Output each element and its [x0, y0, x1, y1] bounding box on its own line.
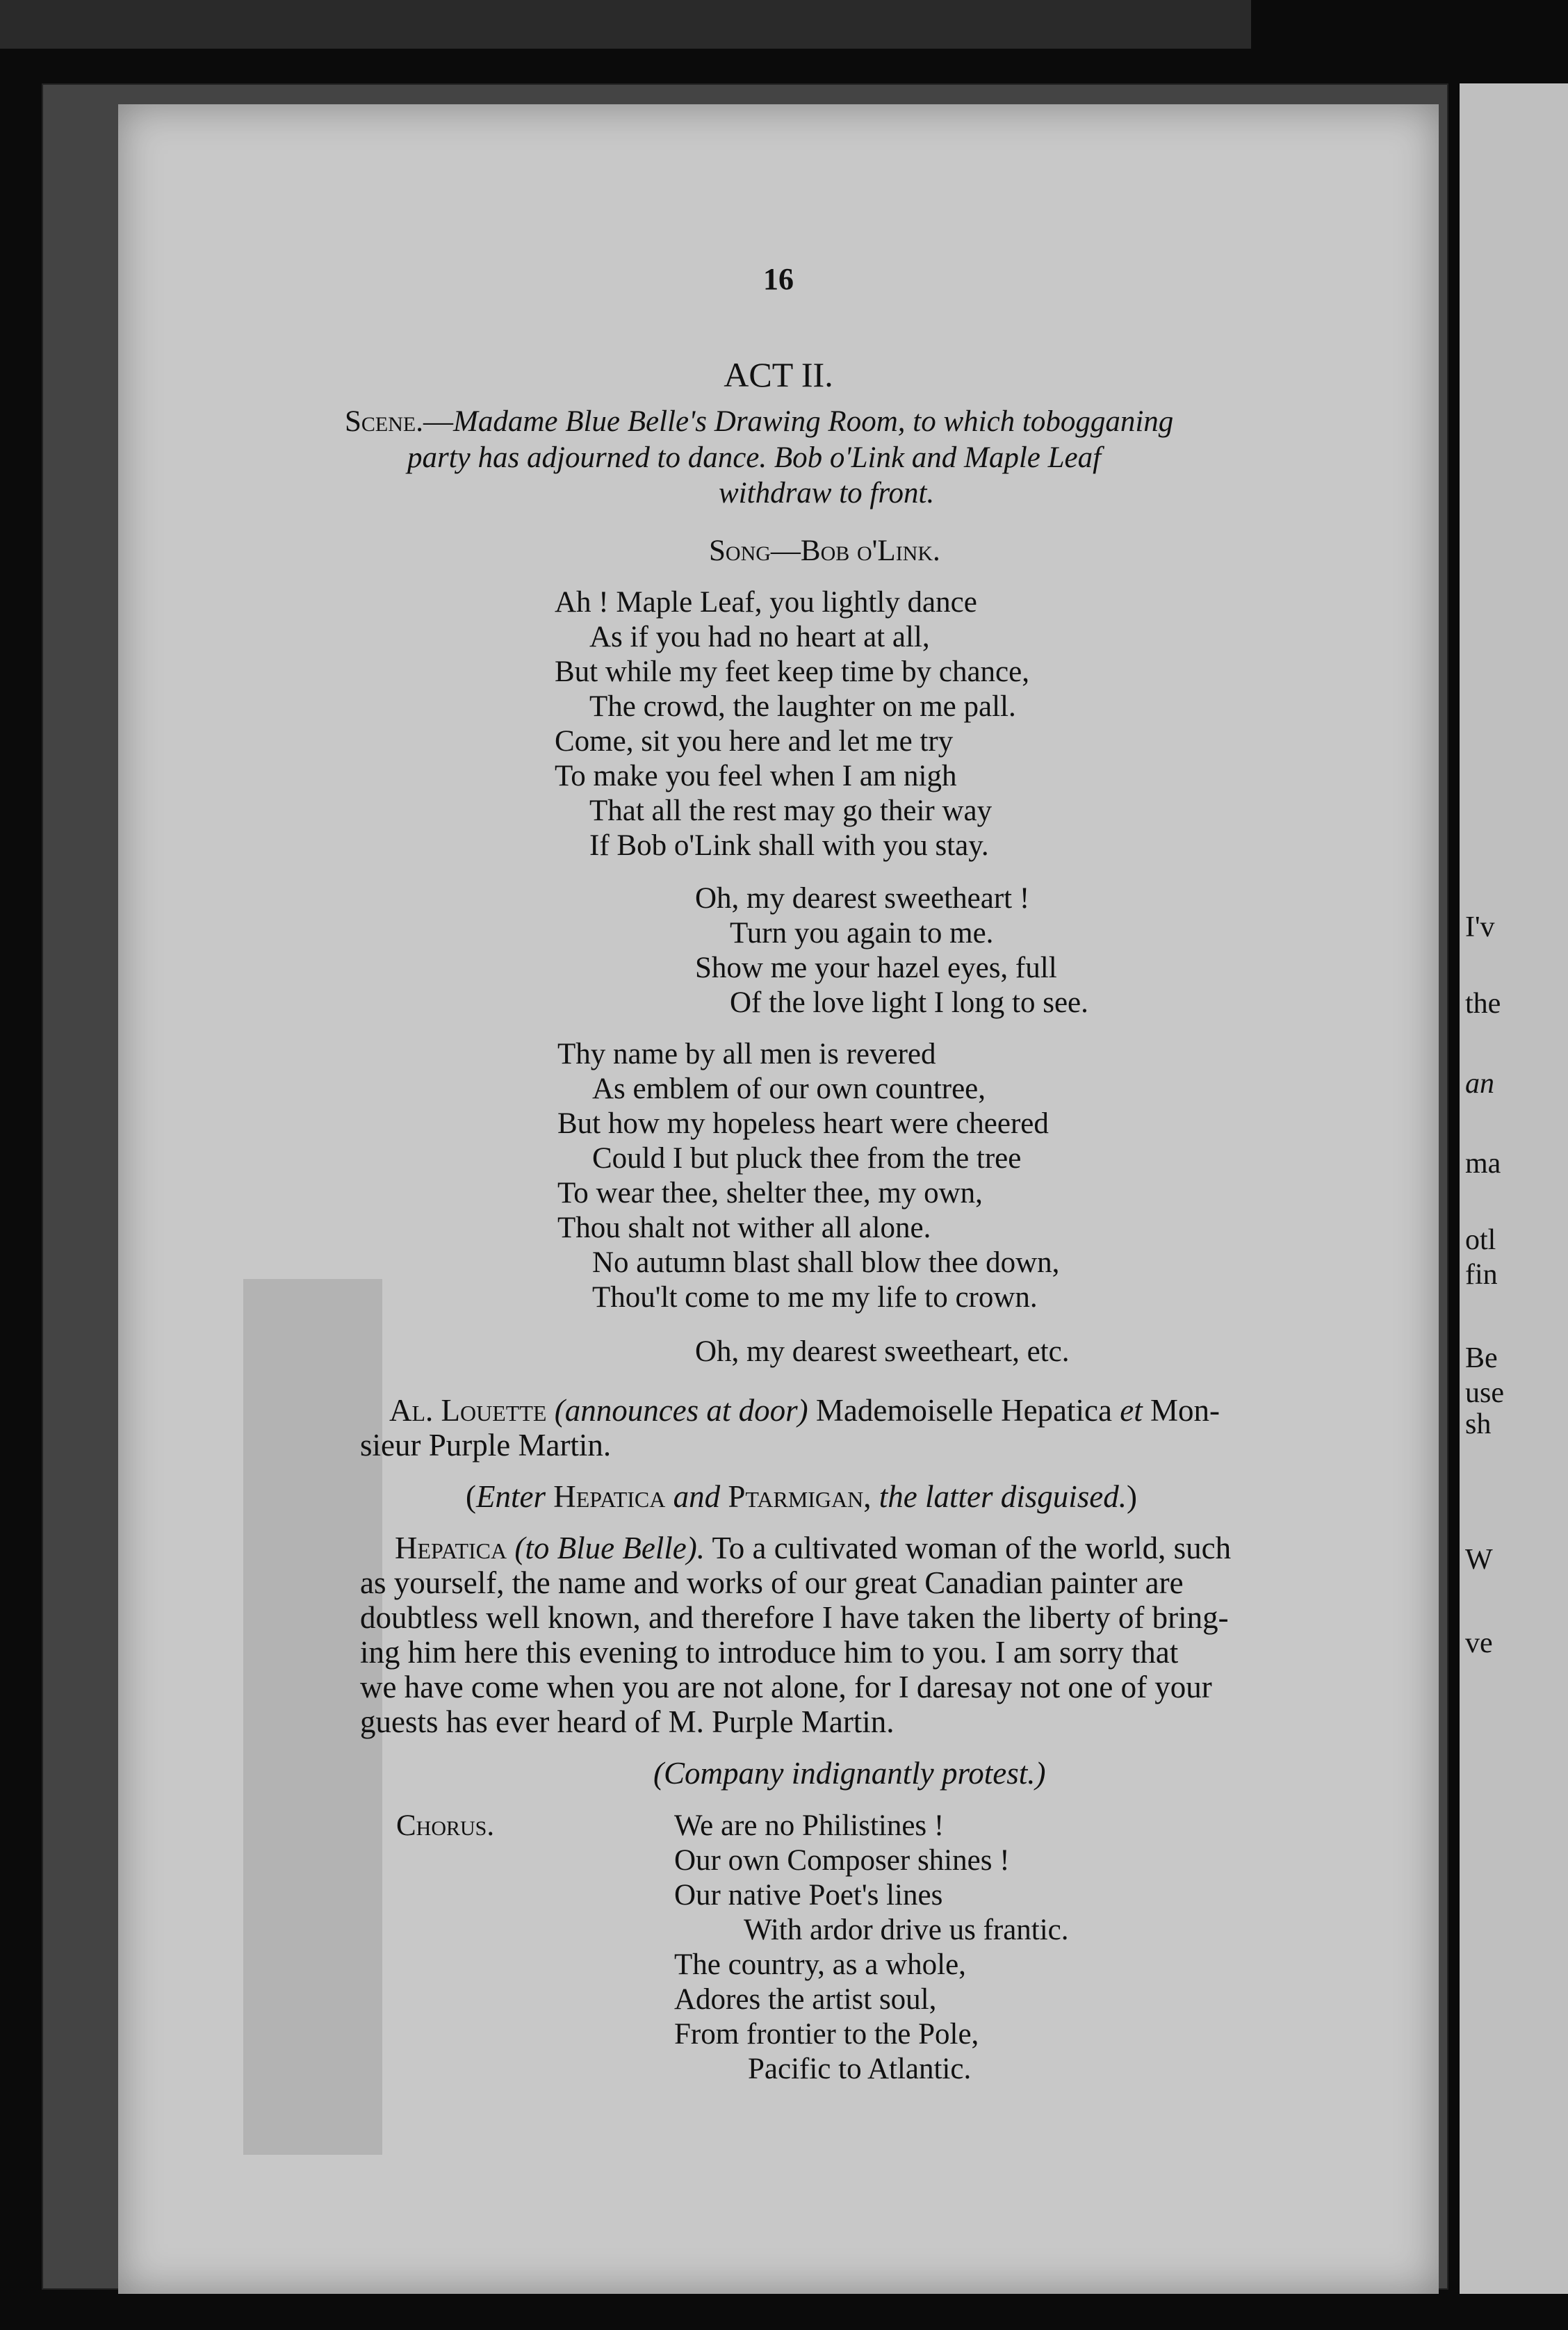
- announce-line-1: [389, 1393, 1220, 1428]
- chorus-line: From frontier to the Pole,: [674, 2018, 979, 2051]
- act-title: ACT II.: [724, 355, 833, 394]
- verse-line: Thou shalt not wither all alone.: [557, 1212, 931, 1244]
- verse-line: If Bob o'Link shall with you stay.: [589, 829, 989, 862]
- company-direction: (Company indignantly protest.): [653, 1756, 1046, 1791]
- scene-line-2: party has adjourned to dance. Bob o'Link and Maple Leaf: [407, 441, 1102, 474]
- facing-fragment: I'v: [1465, 911, 1495, 943]
- announce-text: Mademoiselle Hepatica: [815, 1393, 1112, 1428]
- direction-word: and: [673, 1479, 721, 1514]
- enter-direction: [466, 1479, 1137, 1514]
- direction-word: the latter disguised.: [879, 1479, 1127, 1514]
- chorus-line: Adores the artist soul,: [674, 1983, 937, 2016]
- scene-label: Scene.—: [345, 405, 453, 438]
- page-content: [118, 104, 1439, 2294]
- scene-text: Madame Blue Belle's Drawing Room, to which tobogganing: [453, 405, 1174, 438]
- character-name: Ptarmigan,: [728, 1479, 872, 1514]
- chorus-line: We are no Philistines !: [674, 1809, 945, 1842]
- announce-line-2: sieur Purple Martin.: [360, 1428, 612, 1463]
- speech-line: as yourself, the name and works of our great Canadian painter are: [360, 1565, 1184, 1600]
- character-name: Hepatica: [553, 1479, 666, 1514]
- facing-fragment: the: [1465, 988, 1501, 1020]
- speech-line: we have come when you are not alone, for I daresay not one of your: [360, 1670, 1212, 1704]
- book-page: [118, 104, 1439, 2294]
- verse-line: Come, sit you here and let me try: [555, 725, 954, 758]
- chorus-label: Chorus.: [396, 1809, 495, 1842]
- verse-line: No autumn blast shall blow thee down,: [592, 1246, 1060, 1279]
- verse-line: Thou'lt come to me my life to crown.: [592, 1281, 1038, 1314]
- speech-text: To a cultivated woman of the world, such: [712, 1531, 1232, 1565]
- facing-fragment: Be: [1465, 1342, 1498, 1374]
- verse-line: But while my feet keep time by chance,: [555, 655, 1029, 688]
- verse-line: That all the rest may go their way: [589, 795, 993, 827]
- refrain-etc: Oh, my dearest sweetheart, etc.: [695, 1335, 1070, 1368]
- scene-line-1: [345, 405, 1173, 439]
- chorus-line: Pacific to Atlantic.: [748, 2053, 972, 2085]
- announce-et: et: [1120, 1393, 1143, 1428]
- chorus-line: The country, as a whole,: [674, 1948, 966, 1981]
- facing-fragment: W: [1465, 1544, 1493, 1576]
- verse-line: Ah ! Maple Leaf, you lightly dance: [555, 586, 977, 619]
- facing-fragment: ma: [1465, 1148, 1501, 1180]
- speech-line: guests has ever heard of M. Purple Martin.: [360, 1704, 895, 1739]
- stage-direction: (announces at door): [554, 1393, 808, 1428]
- announce-text: Mon-: [1150, 1393, 1220, 1428]
- verse-line: But how my hopeless heart were cheered: [557, 1107, 1049, 1140]
- speech-line: doubtless well known, and therefore I have taken the liberty of bring-: [360, 1600, 1229, 1635]
- speaker-name: Hepatica: [395, 1531, 507, 1565]
- facing-fragment: fin: [1465, 1259, 1498, 1291]
- scan-top-strip: [0, 0, 1251, 49]
- verse-line: Could I but pluck thee from the tree: [592, 1142, 1022, 1175]
- speech-line-1: [395, 1531, 1231, 1565]
- refrain-line: Turn you again to me.: [730, 917, 994, 950]
- chorus-line: With ardor drive us frantic.: [744, 1914, 1069, 1946]
- verse-line: As emblem of our own countree,: [592, 1073, 986, 1105]
- facing-fragment: sh: [1465, 1408, 1492, 1440]
- song-heading: Song—Bob o'Link.: [709, 535, 940, 567]
- paren: ): [1127, 1479, 1137, 1514]
- speech-line: ing him here this evening to introduce him to you. I am sorry that: [360, 1635, 1179, 1670]
- page-number: 16: [763, 262, 794, 296]
- verse-line: Thy name by all men is revered: [557, 1038, 936, 1070]
- facing-page-edge: [1460, 83, 1568, 2294]
- facing-fragment: ve: [1465, 1627, 1493, 1659]
- scene-line-3: withdraw to front.: [719, 477, 935, 510]
- verse-line: To wear thee, shelter thee, my own,: [557, 1177, 983, 1209]
- refrain-line: Oh, my dearest sweetheart !: [695, 882, 1030, 915]
- verse-line: To make you feel when I am nigh: [555, 760, 957, 792]
- direction-word: Enter: [476, 1479, 546, 1514]
- facing-fragment: use: [1465, 1377, 1504, 1409]
- verse-line: As if you had no heart at all,: [589, 621, 930, 653]
- facing-fragment: an: [1465, 1068, 1494, 1100]
- stage-direction: (to Blue Belle).: [514, 1531, 705, 1565]
- refrain-line: Show me your hazel eyes, full: [695, 952, 1057, 984]
- refrain-line: Of the love light I long to see.: [730, 986, 1088, 1019]
- paren: (: [466, 1479, 476, 1514]
- speaker-name: Al. Louette: [389, 1393, 547, 1428]
- chorus-line: Our native Poet's lines: [674, 1879, 943, 1912]
- verse-line: The crowd, the laughter on me pall.: [589, 690, 1016, 723]
- chorus-line: Our own Composer shines !: [674, 1844, 1010, 1877]
- facing-fragment: otl: [1465, 1224, 1496, 1256]
